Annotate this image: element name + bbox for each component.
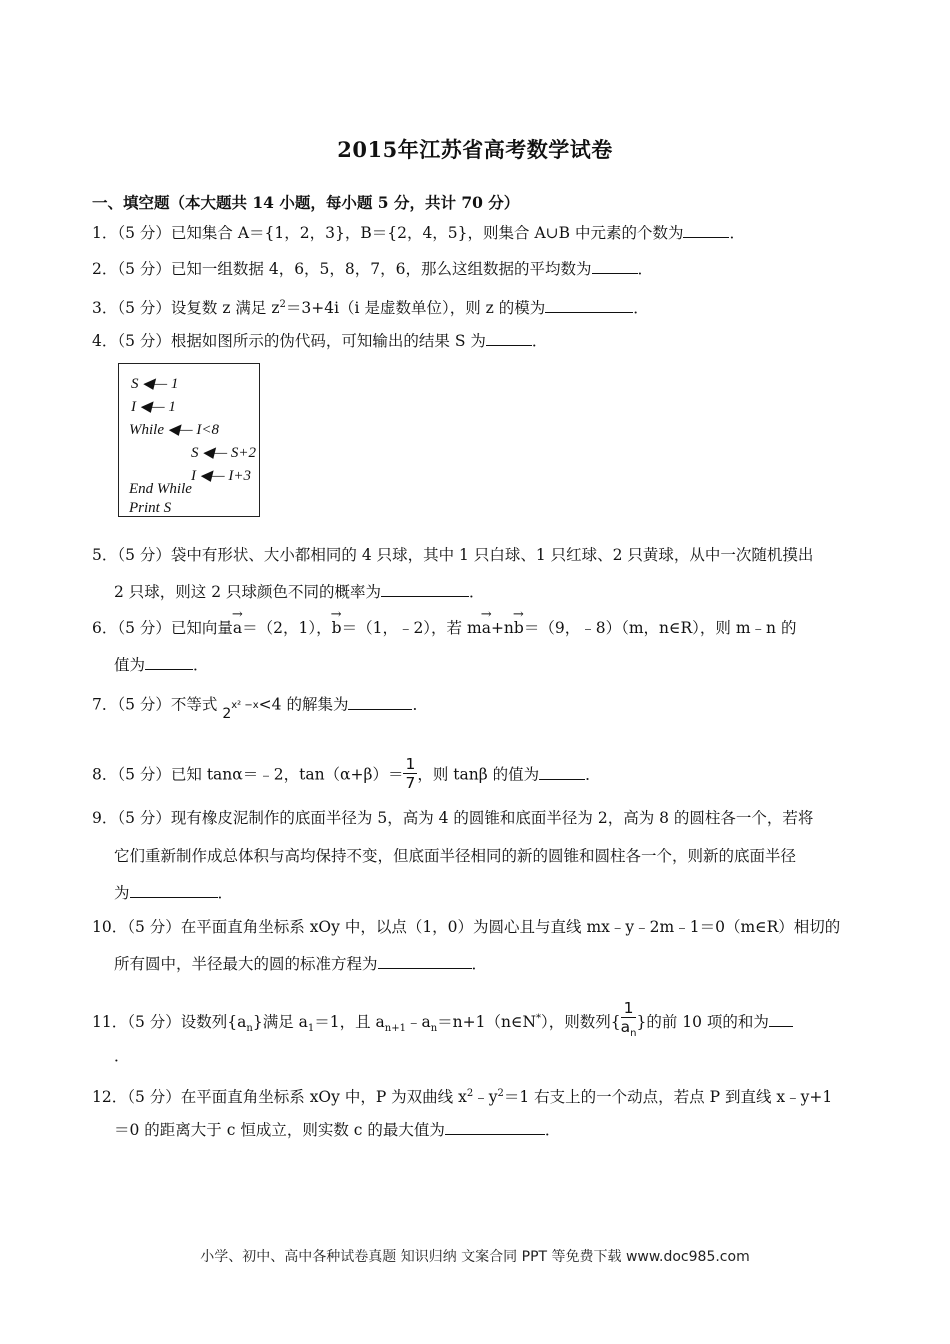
code-line: While ◀— I<8 <box>129 422 219 438</box>
question-9-cont: 它们重新制作成总体积与高均保持不变，但底面半径相同的新的圆锥和圆柱各一个，则新的底面半径 <box>114 847 797 865</box>
question-9: 9．（5 分）现有橡皮泥制作的底面半径为 5，高为 4 的圆锥和底面半径为 2，高为 8 的圆柱各一个，若将 <box>92 809 814 827</box>
question-9-cont2: 为 ． <box>114 884 234 902</box>
question-6-cont: 值为 ． <box>114 656 209 674</box>
page-title: 2015年江苏省高考数学试卷 <box>337 137 613 162</box>
question-5: 5．（5 分）袋中有形状、大小都相同的 4 只球，其中 1 只白球、1 只红球、2 只黄球，从中一次随机摸出 <box>92 546 814 564</box>
question-11: 11．（5 分）设数列$\{a_n\}$满足 $a_1=1$，且 $a_{n+1}﹣a_n=n+1(n\in N^*)$，则数列{ $\frac{1}{a_n}$ }的前 10 项的和为 <box>92 1001 862 1045</box>
pseudocode-figure <box>118 363 260 517</box>
vector-a: → a <box>233 618 242 638</box>
question-2: 2．（5 分）已知一组数据 4，6，5，8，7，6，那么这组数据的平均数为 ． <box>92 260 654 278</box>
section-heading: 一、填空题（本大题共 14 小题，每小题 5 分，共计 70 分） <box>92 193 520 212</box>
fraction-one-seventh: $\frac{1}{7}$ <box>405 755 416 792</box>
question-8: 8．（5 分）已知 tanα＝﹣2，tan（α+β）＝ $\frac{1}{7}$ ，则 tanβ 的值为 ． <box>92 755 601 792</box>
question-10: 10．（5 分）在平面直角坐标系 xOy 中，以点（1，0）为圆心且与直线 mx﹣y﹣2m﹣1＝0（m∈R）相切的 <box>92 918 841 936</box>
question-5-cont: 2 只球，则这 2 只球颜色不同的概率为 ． <box>114 583 485 601</box>
code-line: End While <box>129 481 192 497</box>
question-1: 1．（5 分）已知集合 A＝{1，2，3}，B＝{2，4，5}，则集合 A∪B 中元素的个数为 ． <box>92 224 745 242</box>
exponent-expression: $2^{x^2 -x}$ <box>222 700 259 722</box>
code-line: I ◀— 1 <box>131 399 176 415</box>
code-line: I ◀— I+3 <box>191 468 251 484</box>
question-4: 4．（5 分）根据如图所示的伪代码，可知输出的结果 S 为 ． <box>92 332 548 350</box>
question-11-cont: ． <box>114 1047 130 1065</box>
question-3: 3．（5 分）设复数 z 满足 $z^2=3+4i(i$ 是虚数单位），则 z 的模为 ． <box>92 299 649 318</box>
vector-b: → b <box>332 618 342 638</box>
question-12: 12．（5 分）在平面直角坐标系 xOy 中，P 为双曲线 $x^2﹣y^2=1$ 右支上的一个动点，若点 P 到直线 x﹣y+1 <box>92 1088 833 1107</box>
question-6: 6．（5 分）已知向量→ a＝（2，1），→ b＝（1，﹣2），若 m→ a+n→ b＝（9，﹣8）（m，n∈R），则 m﹣n 的 <box>92 618 862 638</box>
code-line: S ◀— S+2 <box>191 445 256 461</box>
code-line: S ◀— 1 <box>131 376 179 392</box>
page-footer: 小学、初中、高中各种试卷真题 知识归纳 文案合同 PPT 等免费下载 www.doc985.com <box>200 1249 750 1265</box>
fraction-one-over-an: $\frac{1}{a_n}$ <box>620 999 637 1040</box>
question-12-cont: ＝0 的距离大于 c 恒成立，则实数 c 的最大值为 ． <box>114 1121 561 1139</box>
question-10-cont: 所有圆中，半径最大的圆的标准方程为 ． <box>114 955 488 973</box>
question-7: 7．（5 分）不等式 $2^{x^2 -x}<4$ 的解集为 ． <box>92 695 428 722</box>
code-line: Print S <box>129 500 172 516</box>
